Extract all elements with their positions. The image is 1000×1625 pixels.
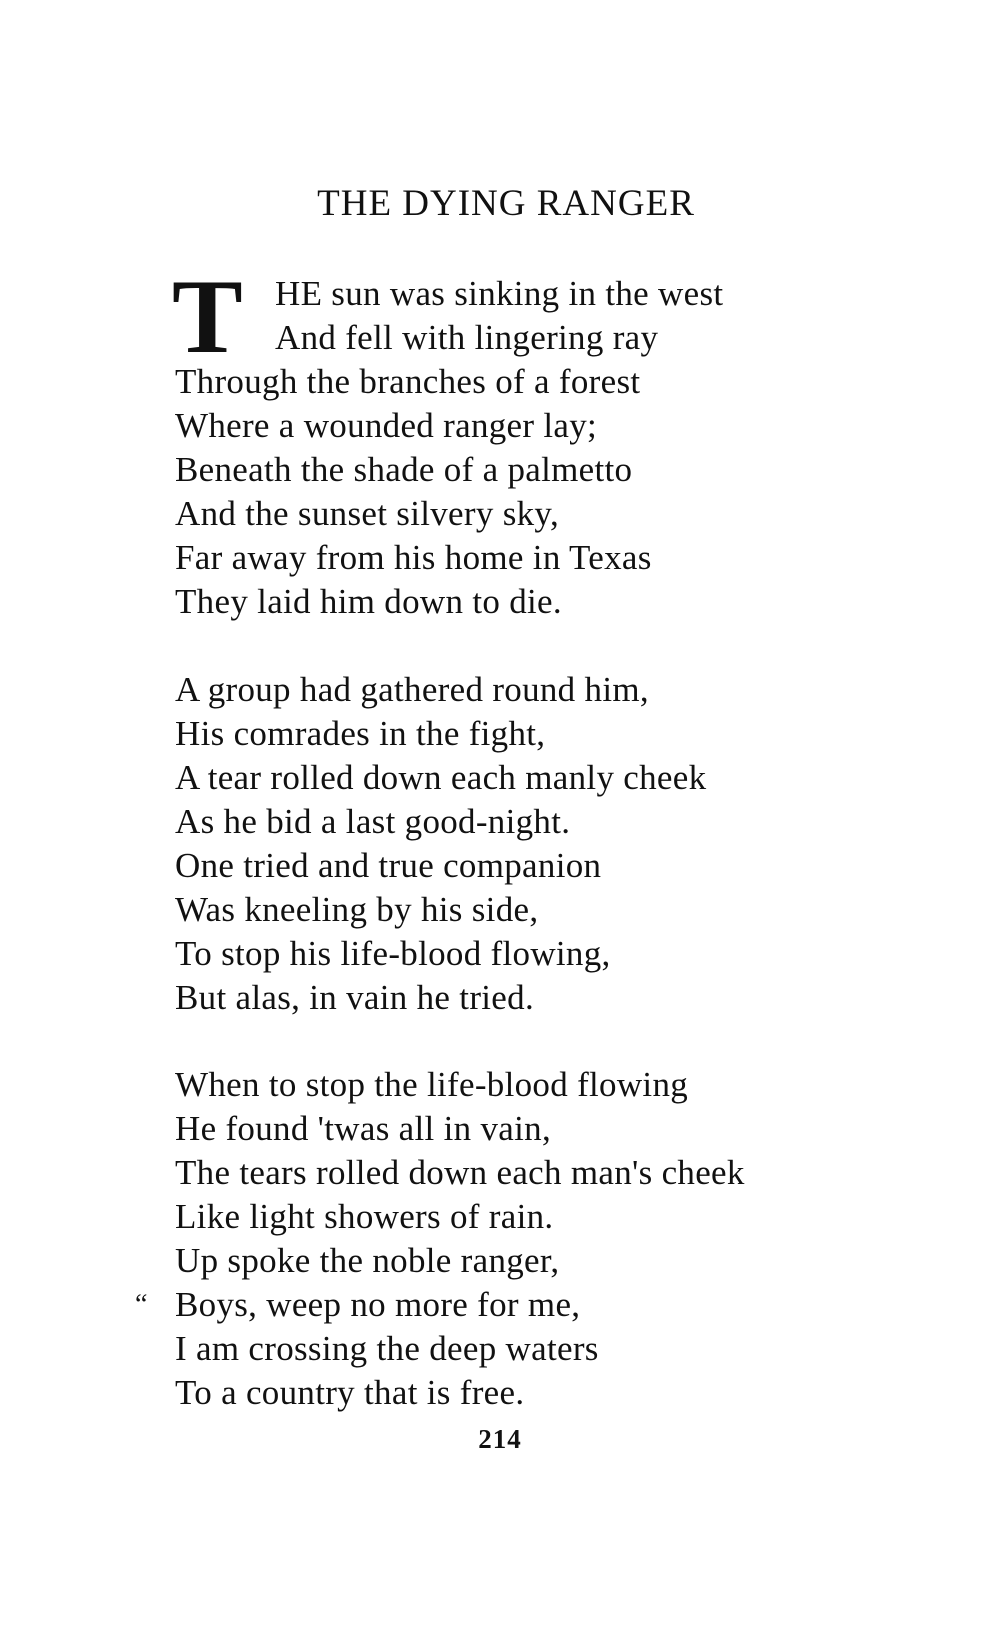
verse-line: As he bid a last good-night. bbox=[175, 802, 571, 841]
drop-cap: T bbox=[172, 258, 243, 375]
verse-line: Was kneeling by his side, bbox=[175, 890, 539, 929]
verse-line: And fell with lingering ray bbox=[275, 318, 659, 357]
verse-line: One tried and true companion bbox=[175, 846, 602, 885]
verse-line: But alas, in vain he tried. bbox=[175, 978, 534, 1017]
verse-line: Boys, weep no more for me, bbox=[175, 1285, 581, 1324]
verse-line: Where a wounded ranger lay; bbox=[175, 406, 598, 445]
stanza-3 bbox=[135, 1063, 745, 1415]
verse-line: The tears rolled down each man's cheek bbox=[175, 1153, 745, 1192]
verse-line: HE sun was sinking in the west bbox=[275, 274, 724, 313]
verse-line: His comrades in the fight, bbox=[175, 714, 546, 753]
verse-line: A group had gathered round him, bbox=[175, 670, 649, 709]
verse-line: When to stop the life-blood flowing bbox=[175, 1065, 689, 1104]
verse-line: Through the branches of a forest bbox=[175, 362, 641, 401]
poem-title: THE DYING RANGER bbox=[317, 183, 695, 224]
verse-line: He found 'twas all in vain, bbox=[175, 1109, 551, 1148]
verse-line: Beneath the shade of a palmetto bbox=[175, 450, 633, 489]
verse-line: Far away from his home in Texas bbox=[175, 538, 652, 577]
verse-line: I am crossing the deep waters bbox=[175, 1329, 599, 1368]
verse-line: To a country that is free. bbox=[175, 1373, 525, 1412]
stanza-2 bbox=[175, 668, 706, 1020]
verse-line: Up spoke the noble ranger, bbox=[175, 1241, 560, 1280]
opening-quote-mark: “ bbox=[135, 1289, 148, 1320]
page-number: 214 bbox=[478, 1424, 522, 1454]
quoted-line-wrapper bbox=[135, 1283, 745, 1327]
verse-line: To stop his life-blood flowing, bbox=[175, 934, 611, 973]
verse-line: And the sunset silvery sky, bbox=[175, 494, 559, 533]
stanza-1 bbox=[175, 272, 723, 624]
verse-line: Like light showers of rain. bbox=[175, 1197, 554, 1236]
verse-line: A tear rolled down each manly cheek bbox=[175, 758, 707, 797]
verse-line: They laid him down to die. bbox=[175, 582, 562, 621]
